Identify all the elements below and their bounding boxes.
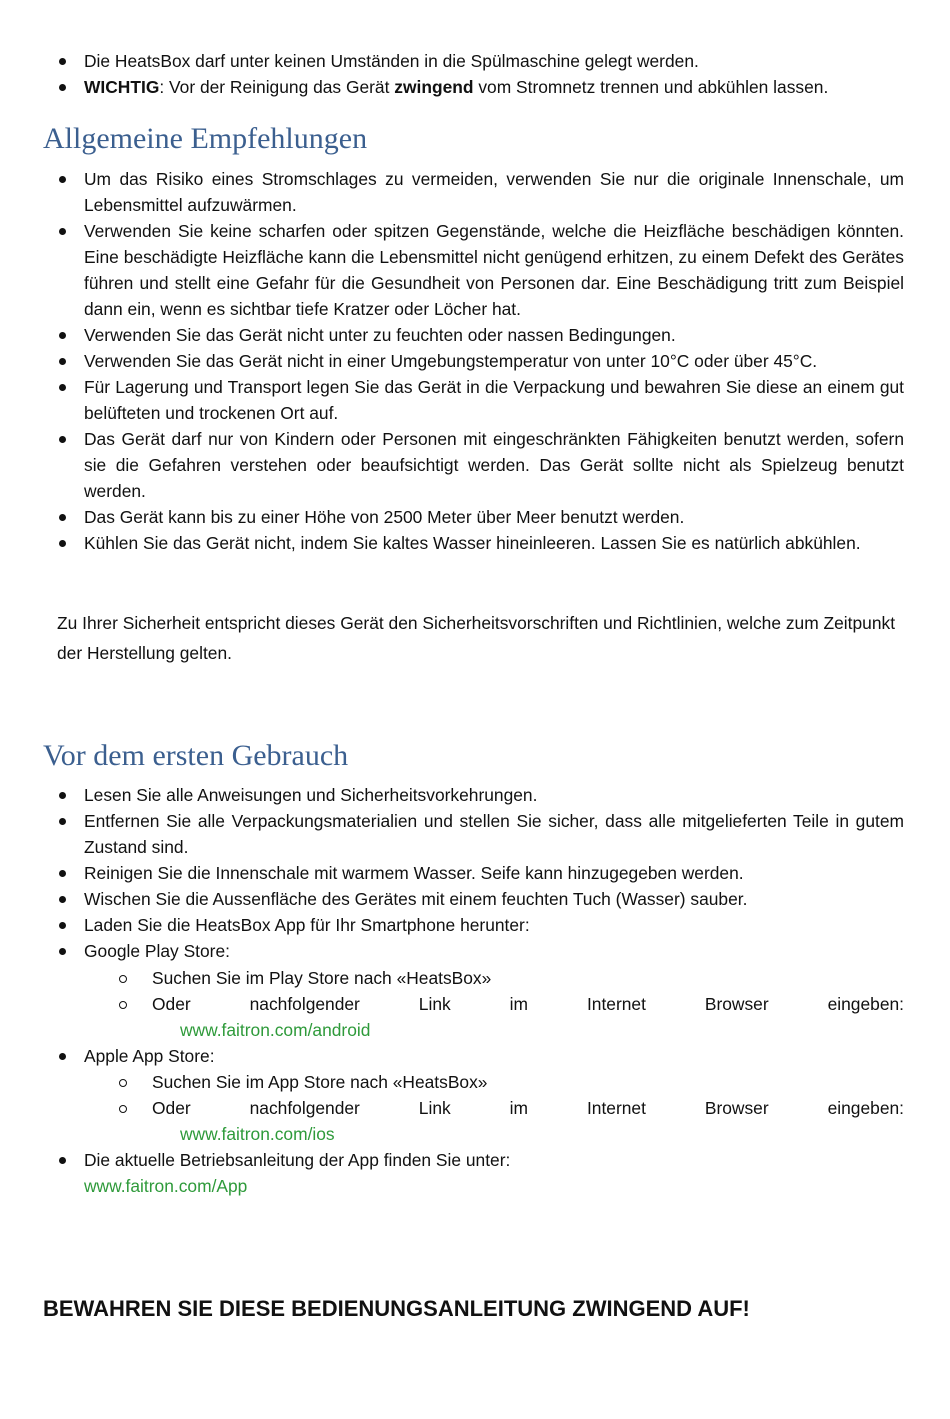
- list-item: Die HeatsBox darf unter keinen Umständen in die Spülmaschine gelegt werden.: [56, 48, 904, 74]
- list-item: Reinigen Sie die Innenschale mit warmem Wasser. Seife kann hinzugegeben werden.: [56, 860, 904, 886]
- sub-list-item: Oder nachfolgender Link im Internet Browser eingeben:: [56, 1095, 904, 1121]
- bullet-icon: [59, 228, 66, 235]
- bullet-icon: [59, 870, 66, 877]
- sub-list-item: Oder nachfolgender Link im Internet Browser eingeben:: [56, 991, 904, 1017]
- bullet-icon: [59, 896, 66, 903]
- circle-bullet-icon: [119, 1079, 127, 1087]
- apple-list: [56, 1043, 904, 1069]
- list-item: Verwenden Sie das Gerät nicht unter zu feuchten oder nassen Bedingungen.: [56, 322, 904, 348]
- bullet-icon: [59, 818, 66, 825]
- bullet-icon: [59, 792, 66, 799]
- bullet-icon: [59, 176, 66, 183]
- bullet-icon: [59, 84, 66, 91]
- circle-bullet-icon: [119, 1105, 127, 1113]
- list-item: Kühlen Sie das Gerät nicht, indem Sie kaltes Wasser hineinleeren. Lassen Sie es natürlich abkühlen.: [56, 530, 904, 556]
- bullet-icon: [59, 58, 66, 65]
- list-item: Entfernen Sie alle Verpackungsmaterialien und stellen Sie sicher, dass alle mitgelieferten Teile in gutem Zustand sind.: [56, 808, 904, 860]
- bullet-icon: [59, 358, 66, 365]
- bullet-icon: [59, 1053, 66, 1060]
- list-item-google-play: Google Play Store:: [56, 938, 904, 964]
- android-link[interactable]: www.faitron.com/android: [180, 1020, 371, 1040]
- bullet-icon: [59, 922, 66, 929]
- footer-notice: BEWAHREN SIE DIESE BEDIENUNGSANLEITUNG ZWINGEND AUF!: [43, 1296, 750, 1321]
- recommendations-heading: Allgemeine Empfehlungen: [43, 122, 368, 155]
- list-item: Für Lagerung und Transport legen Sie das Gerät in die Verpackung und bewahren Sie diese an einem gut belüfteten und trockenen Ort auf.: [56, 374, 904, 426]
- apple-sublist: [56, 1069, 904, 1121]
- recommendations-list: [56, 166, 904, 556]
- list-item: Um das Risiko eines Stromschlages zu vermeiden, verwenden Sie nur die originale Innenschale, um Lebensmittel aufzuwärmen.: [56, 166, 904, 218]
- manual-list: [56, 1147, 904, 1199]
- intro-list: [56, 48, 904, 100]
- list-item: Laden Sie die HeatsBox App für Ihr Smartphone herunter:: [56, 912, 904, 938]
- bullet-icon: [59, 540, 66, 547]
- list-item-apple-store: Apple App Store:: [56, 1043, 904, 1069]
- bullet-icon: [59, 1157, 66, 1164]
- list-item: Lesen Sie alle Anweisungen und Sicherheitsvorkehrungen.: [56, 782, 904, 808]
- circle-bullet-icon: [119, 1001, 127, 1009]
- bullet-icon: [59, 436, 66, 443]
- list-item-manual: Die aktuelle Betriebsanleitung der App finden Sie unter: www.faitron.com/App: [56, 1147, 904, 1199]
- bullet-icon: [59, 514, 66, 521]
- ios-link[interactable]: www.faitron.com/ios: [180, 1124, 335, 1144]
- list-item: WICHTIG: Vor der Reinigung das Gerät zwingend vom Stromnetz trennen und abkühlen lassen.: [56, 74, 904, 100]
- first-use-list: [56, 782, 904, 964]
- list-item: Verwenden Sie das Gerät nicht in einer Umgebungstemperatur von unter 10°C oder über 45°C.: [56, 348, 904, 374]
- app-manual-link[interactable]: www.faitron.com/App: [84, 1176, 248, 1196]
- sub-list-item: Suchen Sie im Play Store nach «HeatsBox»: [56, 965, 904, 991]
- safety-note: Zu Ihrer Sicherheit entspricht dieses Gerät den Sicherheitsvorschriften und Richtlinien, welche zum Zeitpunkt der Herstellung gelten.: [57, 613, 896, 663]
- first-use-heading: Vor dem ersten Gebrauch: [43, 739, 349, 772]
- bullet-icon: [59, 948, 66, 955]
- list-item: Das Gerät kann bis zu einer Höhe von 2500 Meter über Meer benutzt werden.: [56, 504, 904, 530]
- bullet-icon: [59, 384, 66, 391]
- list-item: Das Gerät darf nur von Kindern oder Personen mit eingeschränkten Fähigkeiten benutzt werden, sofern sie die Gefahren verstehen oder beaufsichtigt werden. Das Gerät sollte nicht als Spielzeug benutzt werden.: [56, 426, 904, 504]
- list-item: Wischen Sie die Aussenfläche des Gerätes mit einem feuchten Tuch (Wasser) sauber.: [56, 886, 904, 912]
- circle-bullet-icon: [119, 975, 127, 983]
- sub-list-item: Suchen Sie im App Store nach «HeatsBox»: [56, 1069, 904, 1095]
- bullet-icon: [59, 332, 66, 339]
- list-item: Verwenden Sie keine scharfen oder spitzen Gegenstände, welche die Heizfläche beschädigen könnten. Eine beschädigte Heizfläche kann die Lebensmittel nicht genügend erhitzen, zu einem Defekt des Gerätes führen und stellt eine Gefahr für die Gesundheit von Personen dar. Eine Beschädigung tritt zum Beispiel dann ein, wenn es sichtbar tiefe Kratzer oder Löcher hat.: [56, 218, 904, 322]
- google-sublist: [56, 965, 904, 1017]
